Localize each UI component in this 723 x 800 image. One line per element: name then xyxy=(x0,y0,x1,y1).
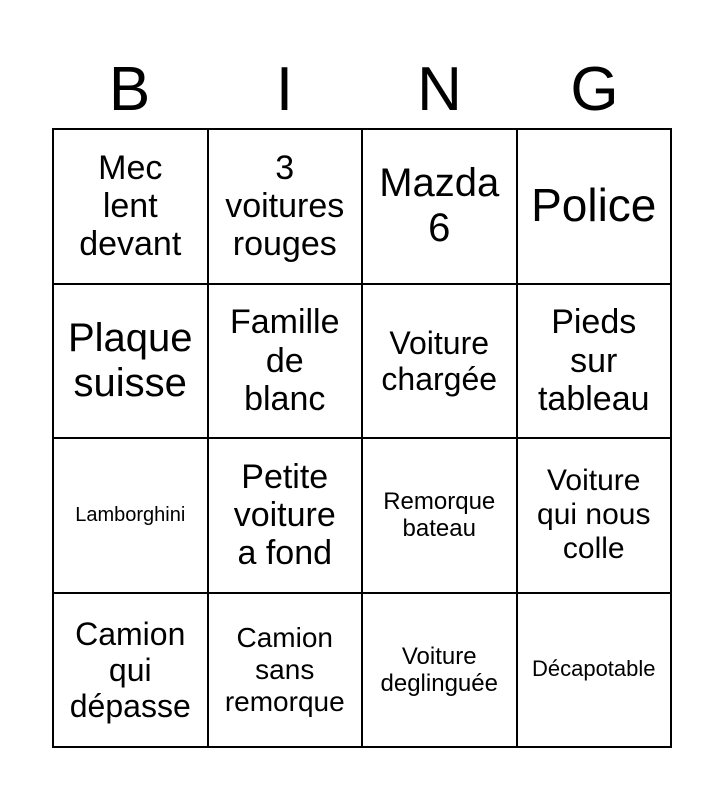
cell-text: Voiture chargée xyxy=(381,324,498,397)
cell-text: Voiture qui nous colle xyxy=(537,464,651,566)
bingo-cell[interactable] xyxy=(518,285,673,440)
cell-text: Camion qui dépasse xyxy=(69,615,191,724)
cell-text: 3 voitures rouges xyxy=(225,148,345,264)
header-letter-b: B xyxy=(108,55,151,124)
cell-text: Pieds sur tableau xyxy=(537,303,650,418)
bingo-cell[interactable] xyxy=(363,285,518,440)
cell-text: Voiture deglinguée xyxy=(380,642,498,697)
bingo-cell[interactable] xyxy=(363,439,518,594)
bingo-cell[interactable] xyxy=(54,594,209,749)
bingo-cell[interactable] xyxy=(518,594,673,749)
cell-text: Famille de blanc xyxy=(229,303,340,418)
bingo-header xyxy=(52,52,672,128)
cell-text: Lamborghini xyxy=(75,503,186,526)
bingo-cell[interactable] xyxy=(209,285,364,440)
cell-text: Remorque bateau xyxy=(383,488,496,543)
bingo-cell[interactable] xyxy=(209,439,364,594)
bingo-cell[interactable] xyxy=(209,130,364,285)
bingo-cell[interactable] xyxy=(518,130,673,285)
cell-text: Mazda 6 xyxy=(379,161,500,251)
cell-text: Petite voiture a fond xyxy=(233,457,336,573)
header-letter-i: I xyxy=(275,55,294,124)
cell-text: Camion sans remorque xyxy=(224,622,345,717)
bingo-card-grid xyxy=(52,128,672,748)
cell-text: Décapotable xyxy=(531,656,656,682)
bingo-cell[interactable] xyxy=(363,594,518,749)
bingo-cell[interactable] xyxy=(518,439,673,594)
header-letter-n: N xyxy=(417,55,462,124)
bingo-cell[interactable] xyxy=(54,285,209,440)
bingo-cell[interactable] xyxy=(54,439,209,594)
bingo-cell[interactable] xyxy=(209,594,364,749)
bingo-cell[interactable] xyxy=(363,130,518,285)
cell-text: Police xyxy=(531,179,657,232)
cell-text: Plaque suisse xyxy=(67,315,193,405)
header-letter-g: G xyxy=(570,55,619,124)
bingo-cell[interactable] xyxy=(54,130,209,285)
cell-text: Mec lent devant xyxy=(79,148,182,264)
